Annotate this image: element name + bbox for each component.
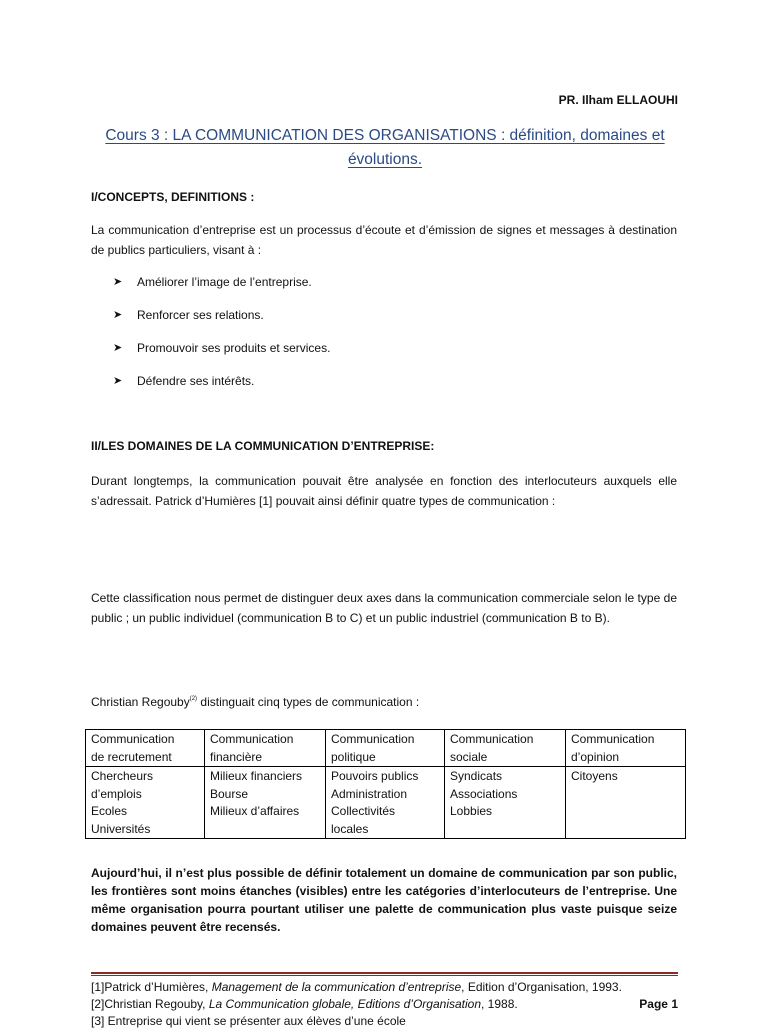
- list-item: [113, 305, 330, 338]
- footer-divider: [91, 975, 678, 976]
- regouby-name: Christian Regouby: [91, 695, 190, 709]
- arrow-bullet-icon: ➤: [113, 375, 123, 387]
- footnote-1: [1]Patrick d’Humières, Management de la communication d’entreprise, Edition d’Organisation, 1993.: [91, 980, 622, 994]
- table-cell: Syndicats Associations Lobbies: [445, 767, 566, 839]
- table-cell: Milieux financiers Bourse Milieux d’affaires: [205, 767, 326, 839]
- list-item: [113, 371, 330, 404]
- definition-paragraph: La communication d’entreprise est un processus d’écoute et d’émission de signes et messages à destination de publics particuliers, visant à :: [91, 223, 677, 257]
- classification-paragraph: Cette classification nous permet de distinguer deux axes dans la communication commerciale selon le type de public ; un public individuel (communication B to C) et un public industriel (communication B to B).: [91, 591, 677, 625]
- table-header-cell: Communication d’opinion: [566, 730, 686, 767]
- table-header-cell: Communication financière: [205, 730, 326, 767]
- section-heading-concepts: I/CONCEPTS, DEFINITIONS :: [91, 190, 255, 204]
- footnote-ref: (2): [189, 696, 198, 702]
- course-title: Cours 3 : LA COMMUNICATION DES ORGANISATIONS : définition, domaines et évolutions.: [105, 127, 665, 168]
- section-heading-domains: II/LES DOMAINES DE LA COMMUNICATION D’ENTREPRISE:: [91, 439, 435, 453]
- table-header-cell: Communication de recrutement: [86, 730, 205, 767]
- footer-divider: [91, 972, 678, 974]
- arrow-bullet-icon: ➤: [113, 276, 123, 288]
- footnote-3: [3] Entreprise qui vient se présenter aux élèves d’une école: [91, 1014, 406, 1028]
- list-item: [113, 272, 330, 305]
- page-number: Page 1: [639, 997, 678, 1011]
- list-item-text: Défendre ses intérêts.: [137, 374, 255, 388]
- table-cell: Citoyens: [566, 767, 686, 839]
- arrow-bullet-icon: ➤: [113, 309, 123, 321]
- table-header-cell: Communication politique: [326, 730, 445, 767]
- communication-types-table: [85, 729, 686, 839]
- list-item-text: Renforcer ses relations.: [137, 308, 264, 322]
- arrow-bullet-icon: ➤: [113, 342, 123, 354]
- list-item-text: Améliorer l’image de l’entreprise.: [137, 275, 312, 289]
- list-item: [113, 338, 330, 371]
- table-header-cell: Communication sociale: [445, 730, 566, 767]
- table-cell: Pouvoirs publics Administration Collectivités locales: [326, 767, 445, 839]
- regouby-text: distinguait cinq types de communication :: [197, 695, 420, 709]
- humieres-paragraph: Durant longtemps, la communication pouvait être analysée en fonction des interlocuteurs auxquels elle s’adressait. Patrick d’Humières [1] pouvait ainsi définir quatre types de communication :: [91, 474, 677, 508]
- table-cell: Chercheurs d’emplois Ecoles Universités: [86, 767, 205, 839]
- conclusion-paragraph: Aujourd’hui, il n’est plus possible de définir totalement un domaine de communication par son public, les frontières sont moins étanches (visibles) entre les catégories d’interlocuteurs de l’entreprise. Une même organisation pourra pourtant utiliser une palette de communication plus vaste puisque seize domaines peuvent être recensés.: [91, 866, 677, 934]
- table-header-row: [86, 730, 686, 767]
- list-item-text: Promouvoir ses produits et services.: [137, 341, 331, 355]
- objectives-list: [113, 272, 330, 404]
- author-name: PR. Ilham ELLAOUHI: [558, 93, 678, 107]
- regouby-intro: [91, 695, 419, 709]
- footnote-2: [2]Christian Regouby, La Communication globale, Editions d’Organisation, 1988.: [91, 997, 518, 1011]
- table-row: [86, 767, 686, 839]
